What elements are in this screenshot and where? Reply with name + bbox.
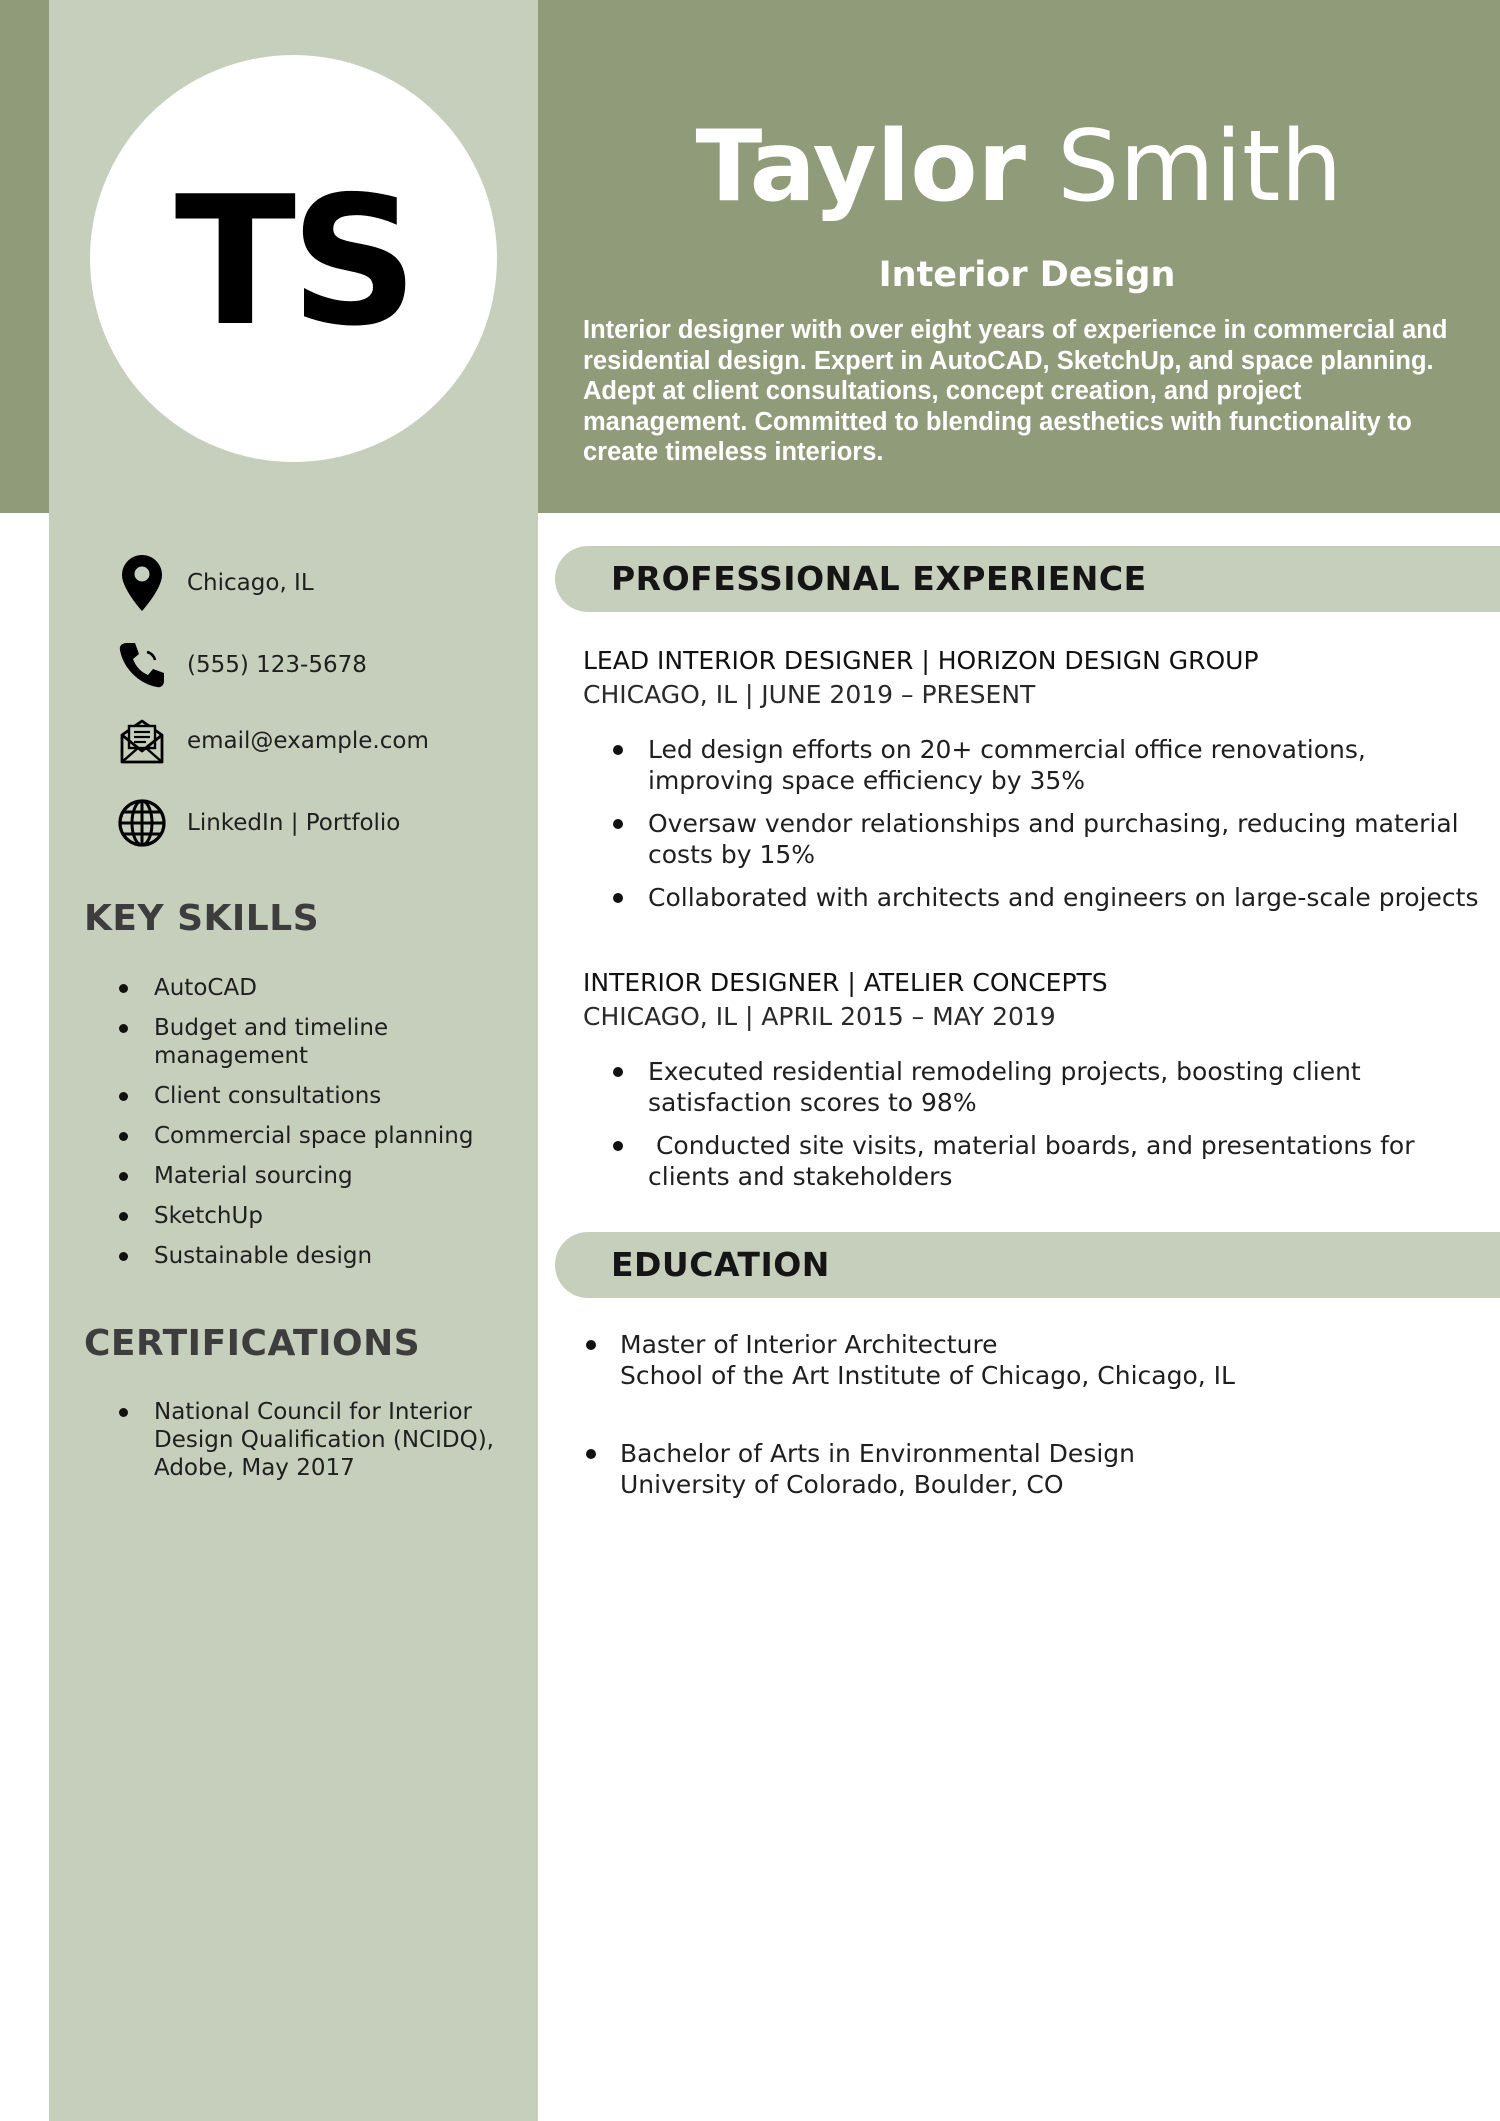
job-meta-line: CHICAGO, IL | JUNE 2019 – PRESENT	[583, 680, 1036, 709]
certification-item: National Council for Interior Design Qualification (NCIDQ), Adobe, May 2017	[110, 1398, 510, 1482]
job-meta-line: CHICAGO, IL | APRIL 2015 – MAY 2019	[583, 1002, 1056, 1031]
skill-item: Material sourcing	[110, 1162, 510, 1190]
location-text: Chicago, IL	[187, 570, 314, 596]
skill-item: AutoCAD	[110, 974, 510, 1002]
email-text: email@example.com	[187, 728, 429, 754]
candidate-name	[538, 110, 1500, 224]
education-heading: EDUCATION	[611, 1245, 830, 1284]
skill-item: Sustainable design	[110, 1242, 510, 1270]
phone-text: (555) 123-5678	[187, 652, 367, 678]
job-bullet: Executed residential remodeling projects, boosting client satisfaction scores to 98%	[583, 1056, 1483, 1118]
contact-location	[112, 553, 314, 613]
key-skills-list	[110, 974, 510, 1282]
job-title-line: INTERIOR DESIGNER | ATELIER CONCEPTS	[583, 968, 1108, 997]
skill-item: SketchUp	[110, 1202, 510, 1230]
job-bullet: Led design efforts on 20+ commercial office renovations, improving space efficiency by 35%	[583, 734, 1483, 796]
professional-summary: Interior designer with over eight years of experience in commercial and residential design. Expert in AutoCAD, SketchUp, and space planning. Adept at client consultations, concept creation, and project management. Committed to blending aesthetics with functionality to create timeless interiors.	[583, 316, 1448, 466]
experience-heading: PROFESSIONAL EXPERIENCE	[611, 559, 1147, 598]
links-text: LinkedIn | Portfolio	[187, 810, 401, 836]
job-entry	[583, 644, 1483, 925]
education-degree: Bachelor of Arts in Environmental Design	[620, 1439, 1136, 1468]
job-entry	[583, 966, 1483, 1204]
education-school: School of the Art Institute of Chicago, Chicago, IL	[620, 1361, 1235, 1390]
last-name: Smith	[1057, 110, 1343, 224]
job-title: Interior Design	[878, 255, 1176, 295]
monogram-circle	[90, 55, 497, 462]
education-school: University of Colorado, Boulder, CO	[620, 1470, 1064, 1499]
contact-email	[112, 711, 429, 771]
globe-icon	[112, 793, 172, 853]
first-name: Taylor	[695, 110, 1026, 224]
job-bullet: Oversaw vendor relationships and purchasing, reducing material costs by 15%	[583, 808, 1483, 870]
education-section-header	[555, 1232, 1500, 1298]
skill-item: Budget and timeline management	[110, 1014, 510, 1070]
phone-icon	[112, 635, 172, 695]
job-bullet: Collaborated with architects and engineers on large-scale projects	[583, 882, 1483, 913]
skill-item: Client consultations	[110, 1082, 510, 1110]
contact-web	[112, 793, 400, 853]
skill-item: Commercial space planning	[110, 1122, 510, 1150]
job-bullets	[583, 1056, 1483, 1192]
certifications-heading: CERTIFICATIONS	[84, 1323, 421, 1364]
job-bullets	[583, 734, 1483, 913]
education-entry	[583, 1438, 1500, 1500]
envelope-icon	[112, 711, 172, 771]
key-skills-heading: KEY SKILLS	[84, 898, 320, 939]
education-entry	[583, 1329, 1500, 1391]
job-title-line: LEAD INTERIOR DESIGNER | HORIZON DESIGN GROUP	[583, 646, 1259, 675]
map-pin-icon	[112, 553, 172, 613]
experience-section-header	[555, 546, 1500, 612]
education-degree: Master of Interior Architecture	[620, 1330, 998, 1359]
certifications-list	[110, 1398, 510, 1482]
contact-phone	[112, 635, 367, 695]
monogram: TS	[174, 157, 413, 365]
job-bullet: Conducted site visits, material boards, and presentations for clients and stakeholders	[583, 1130, 1483, 1192]
